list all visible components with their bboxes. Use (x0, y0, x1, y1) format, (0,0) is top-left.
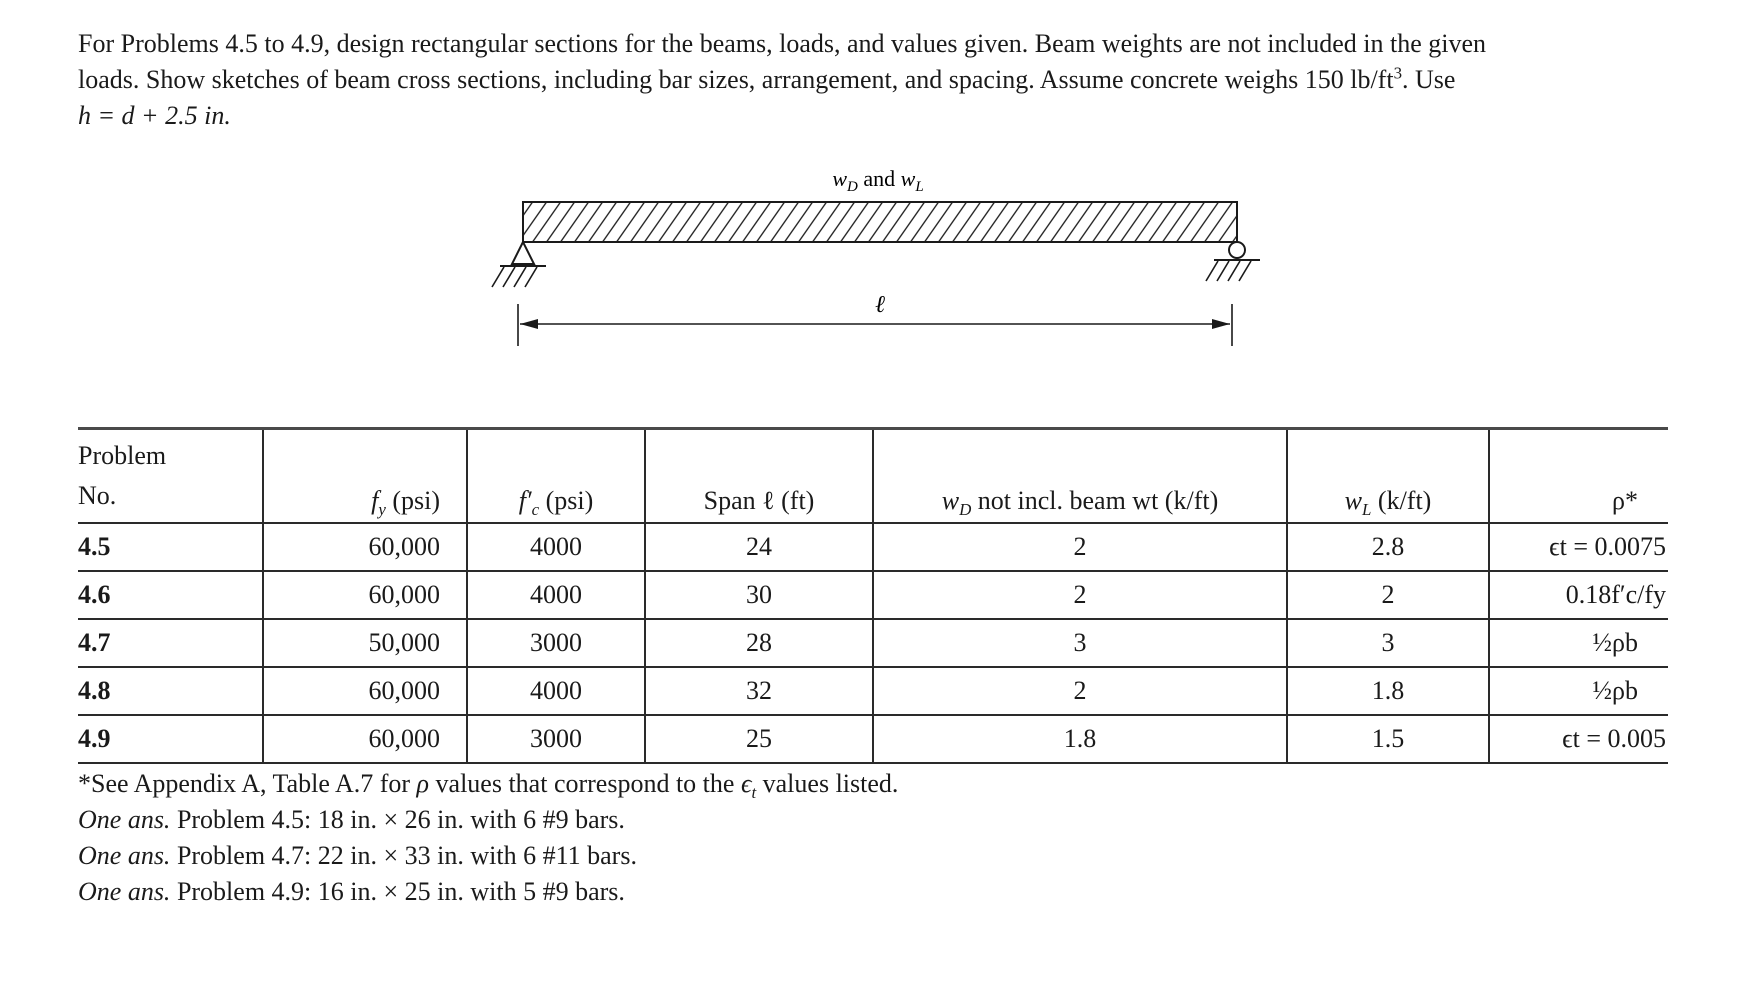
cell-problem-no: 4.6 (78, 571, 263, 619)
problem-data-table (78, 427, 1668, 764)
cell-wl: 1.5 (1287, 715, 1489, 763)
cell-wl: 2 (1287, 571, 1489, 619)
table-row (78, 715, 1668, 763)
cell-problem-no: 4.7 (78, 619, 263, 667)
cell-span: 24 (645, 523, 873, 571)
cell-fc: 4000 (467, 523, 645, 571)
header-fy: $f_y$ (psi) (263, 429, 467, 524)
cell-rho: ϵt = 0.005 (1489, 715, 1668, 763)
cell-problem-no: 4.5 (78, 523, 263, 571)
cell-rho: ½ρb (1489, 619, 1668, 667)
ft-cubed-superscript: 3 (1393, 63, 1403, 83)
header-wl: $w_L$ (k/ft) (1287, 429, 1489, 524)
cell-problem-no: 4.8 (78, 667, 263, 715)
cell-fy: 60,000 (263, 715, 467, 763)
cell-wd: 2 (873, 667, 1287, 715)
answer-line: One ans. Problem 4.5: 18 in. × 26 in. with 6 #9 bars. (78, 805, 625, 834)
roller-support (1206, 242, 1260, 281)
cell-fc: 3000 (467, 619, 645, 667)
cell-wd: 1.8 (873, 715, 1287, 763)
beam-diagram (0, 0, 1744, 400)
pin-support (492, 242, 546, 287)
answer-line: One ans. Problem 4.9: 16 in. × 25 in. with 5 #9 bars. (78, 877, 625, 906)
cell-wl: 3 (1287, 619, 1489, 667)
cell-span: 30 (645, 571, 873, 619)
cell-wd: 3 (873, 619, 1287, 667)
cell-rho: ϵt = 0.0075 (1489, 523, 1668, 571)
cell-wd: 2 (873, 523, 1287, 571)
table-row (78, 667, 1668, 715)
header-rho: ρ* (1489, 429, 1668, 524)
load-label: $w_D$ and $w_L$ (832, 166, 924, 195)
beam-body (523, 202, 1237, 242)
intro-line-1: For Problems 4.5 to 4.9, design rectangular sections for the beams, loads, and values given. Beam weights are not included in the given (78, 29, 1487, 58)
intro-line-2: loads. Show sketches of beam cross sections, including bar sizes, arrangement, and spacing. Assume concrete weighs 150 $lb/ft^3$. Use (78, 63, 1456, 94)
header-wd: $w_D$ not incl. beam wt (k/ft) (873, 429, 1287, 524)
cell-fy: 60,000 (263, 523, 467, 571)
cell-fy: 50,000 (263, 619, 467, 667)
table-row (78, 523, 1668, 571)
cell-rho: ½ρb (1489, 667, 1668, 715)
cell-fy: 60,000 (263, 571, 467, 619)
notes-section (78, 766, 898, 910)
answer-line: One ans. Problem 4.7: 22 in. × 33 in. with 6 #11 bars. (78, 841, 637, 870)
footnote: *See Appendix A, Table A.7 for ρ values that correspond to the $\epsilon_t$ values listed. (78, 769, 899, 803)
cell-wd: 2 (873, 571, 1287, 619)
span-label: ℓ (875, 292, 885, 318)
header-problem-no: Problem No. (78, 429, 263, 524)
header-fc: $f'_c$ (psi) (467, 429, 645, 524)
cell-fc: 3000 (467, 715, 645, 763)
cell-fc: 4000 (467, 667, 645, 715)
cell-rho: 0.18f′c/fy (1489, 571, 1668, 619)
cell-fy: 60,000 (263, 667, 467, 715)
header-span: Span ℓ (ft) (645, 429, 873, 524)
table-row (78, 571, 1668, 619)
cell-span: 28 (645, 619, 873, 667)
cell-fc: 4000 (467, 571, 645, 619)
cell-wl: 2.8 (1287, 523, 1489, 571)
cell-problem-no: 4.9 (78, 715, 263, 763)
cell-span: 25 (645, 715, 873, 763)
table-row (78, 619, 1668, 667)
intro-line-3-formula: h = d + 2.5 in. (78, 101, 231, 130)
cell-span: 32 (645, 667, 873, 715)
cell-wl: 1.8 (1287, 667, 1489, 715)
table-header-row (78, 429, 1668, 524)
